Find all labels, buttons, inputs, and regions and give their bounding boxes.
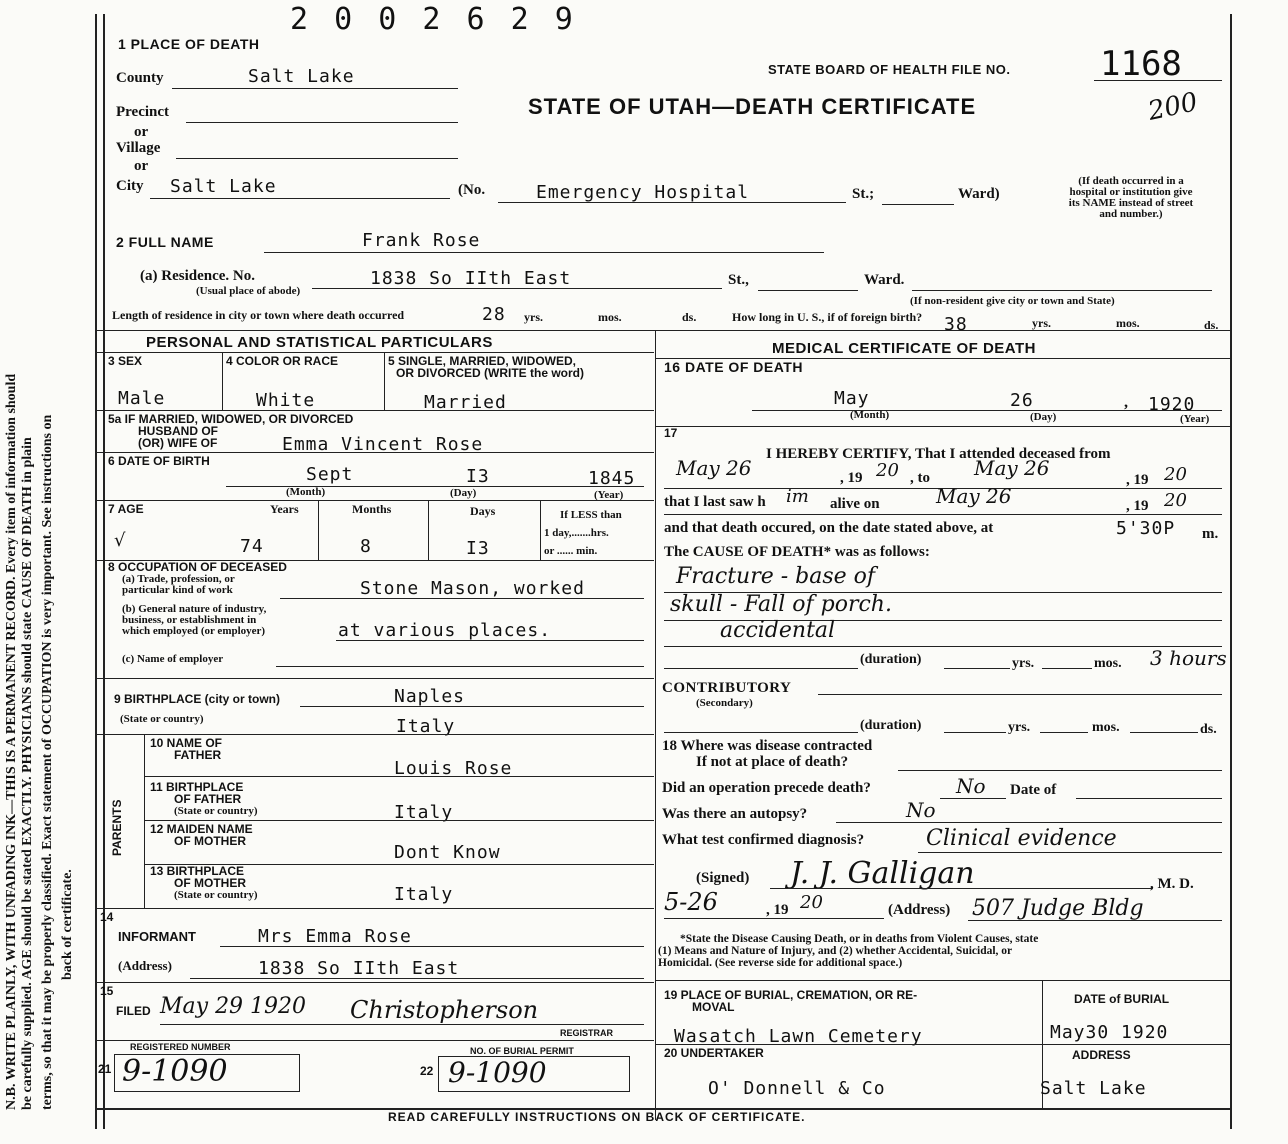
duration-value: 3 hours	[1150, 646, 1227, 670]
death-year: 1920	[1148, 394, 1196, 415]
mother-label-2: OF MOTHER	[174, 834, 246, 848]
duration-yrs-label: yrs.	[1012, 656, 1035, 671]
form-right-border	[1230, 14, 1232, 1129]
saw-year-prefix: , 19	[1126, 498, 1149, 514]
burial-permit-field-number: 22	[420, 1064, 434, 1078]
certify-statement: I HEREBY CERTIFY, That I attended deceased from	[766, 446, 1111, 462]
registered-number-label: REGISTERED NUMBER	[130, 1042, 231, 1052]
place-of-death-label: 1 PLACE OF DEATH	[118, 36, 260, 52]
father-label-1: 10 NAME OF	[150, 736, 223, 750]
handwritten-number: 200	[1145, 87, 1201, 127]
physician-signature: J. J. Galligan	[790, 856, 975, 891]
operation-label: Did an operation precede death?	[662, 780, 871, 796]
mother-birthplace-label-1: 13 BIRTHPLACE	[150, 864, 245, 878]
death-time-label: and that death occured, on the date stated above, at	[664, 520, 994, 536]
registered-field-number: 21	[98, 1062, 112, 1076]
footnote-line-1: *State the Disease Causing Death, or in deaths from Violent Causes, state	[680, 933, 1039, 945]
dob-year-caption: (Year)	[594, 489, 624, 501]
less-than-label-1: If LESS than	[560, 509, 622, 521]
burial-date-label: DATE of BURIAL	[1074, 992, 1170, 1006]
form-left-border	[95, 14, 97, 1129]
precinct-label: Precinct	[116, 104, 170, 120]
spouse-label-3: (OR) WIFE OF	[138, 436, 218, 450]
street-label: St.;	[852, 186, 875, 202]
occupation-b-label-2: business, or establishment in	[122, 614, 257, 626]
father-birthplace: Italy	[394, 802, 454, 823]
village-label: Village	[116, 140, 161, 156]
cause-line-1: Fracture - base of	[676, 564, 876, 589]
to-year-prefix: , 19	[1126, 472, 1149, 488]
cause-line-3: accidental	[720, 618, 836, 643]
or-label-1: or	[134, 124, 149, 140]
marital-value: Married	[424, 392, 507, 413]
certification-number: 17	[664, 426, 678, 440]
filed-number: 15	[100, 984, 114, 998]
registrar-label: REGISTRAR	[560, 1028, 614, 1038]
residence-street-label: St.,	[728, 272, 749, 288]
full-name-value: Frank Rose	[362, 230, 481, 251]
contributory-mos-label: mos.	[1092, 720, 1120, 735]
age-years-label: Years	[270, 502, 299, 516]
dob-month: Sept	[306, 464, 354, 485]
us-mos-label: mos.	[1116, 316, 1140, 330]
undertaker-address: Salt Lake	[1040, 1078, 1147, 1099]
margin-instruction-line-4: back of certificate.	[60, 869, 75, 980]
spouse-label-1: 5a IF MARRIED, WIDOWED, OR DIVORCED	[108, 412, 354, 426]
md-label: , M. D.	[1150, 876, 1194, 892]
burial-permit-number: 9-1090	[448, 1056, 547, 1089]
age-days: I3	[466, 538, 490, 559]
autopsy-label: Was there an autopsy?	[662, 806, 808, 822]
industry-value: at various places.	[338, 620, 552, 641]
margin-instruction-line-3: terms, so that it may be properly classified. Exact statement of OCCUPATION is very important. See instructions on	[40, 414, 55, 1110]
margin-instruction-line-1: N.B. WRITE PLAINLY, WITH UNFADING INK—THIS IS A PERMANENT RECORD. Every item of information should	[4, 373, 19, 1110]
street-number-label: (No.	[458, 182, 486, 198]
less-than-label-3: or ...... min.	[544, 545, 598, 557]
mother-birthplace: Italy	[394, 884, 454, 905]
certificate-title: STATE OF UTAH—DEATH CERTIFICATE	[528, 94, 977, 119]
or-label-2: or	[134, 158, 149, 174]
us-residence-label: How long in U. S., if of foreign birth?	[732, 310, 923, 324]
personal-heading: PERSONAL AND STATISTICAL PARTICULARS	[146, 334, 493, 351]
file-number-label: STATE BOARD OF HEALTH FILE NO.	[768, 62, 1011, 77]
length-residence-years: 28	[482, 304, 506, 325]
less-than-label-2: 1 day,.......hrs.	[544, 527, 609, 539]
county-label: County	[116, 70, 164, 86]
death-year-caption: (Year)	[1180, 413, 1210, 425]
duration-label: (duration)	[860, 652, 922, 667]
medical-heading: MEDICAL CERTIFICATE OF DEATH	[772, 340, 1036, 357]
duration-mos-label: mos.	[1094, 656, 1122, 671]
autopsy-value: No	[906, 798, 936, 822]
signed-year: 20	[800, 892, 823, 913]
death-day: 26	[1010, 390, 1034, 411]
undertaker-address-label: ADDRESS	[1072, 1048, 1131, 1062]
signed-label: (Signed)	[696, 870, 750, 886]
death-time: 5'30P	[1116, 518, 1176, 539]
residence-ward-label: Ward.	[864, 272, 905, 288]
attended-from-date: May 26	[676, 456, 752, 480]
registrar-signature: Christopherson	[350, 996, 539, 1024]
attended-to-date: May 26	[974, 456, 1050, 480]
age-label: 7 AGE	[108, 502, 144, 516]
informant-number: 14	[100, 910, 114, 924]
informant-address-label: (Address)	[118, 958, 172, 973]
marital-label-1: 5 SINGLE, MARRIED, WIDOWED,	[388, 354, 577, 368]
operation-value: No	[956, 774, 986, 798]
abode-caption: (Usual place of abode)	[196, 285, 301, 297]
secondary-label: (Secondary)	[696, 697, 753, 709]
footer-instruction: READ CAREFULLY INSTRUCTIONS ON BACK OF CERTIFICATE.	[388, 1110, 806, 1124]
occupation-a-label-2: particular kind of work	[122, 584, 233, 596]
cause-label: The CAUSE OF DEATH* was as follows:	[664, 544, 930, 560]
informant-value: Mrs Emma Rose	[258, 926, 412, 947]
burial-place: Wasatch Lawn Cemetery	[674, 1026, 923, 1047]
occupation-b-label-1: (b) General nature of industry,	[122, 603, 267, 615]
alive-on-label: alive on	[830, 496, 880, 512]
burial-place-label-2: MOVAL	[692, 1000, 735, 1014]
father-value: Louis Rose	[394, 758, 513, 779]
footnote-line-2: (1) Means and Nature of Injury, and (2) whether Accidental, Suicidal, or	[658, 945, 1013, 957]
form-left-border-inner	[103, 14, 105, 1129]
city-label: City	[116, 178, 144, 194]
length-yrs-label: yrs.	[524, 310, 543, 324]
us-ds-label: ds.	[1204, 318, 1219, 332]
cause-line-2: skull - Fall of porch.	[670, 592, 892, 617]
contributory-ds-label: ds.	[1200, 722, 1217, 737]
sex-value: Male	[118, 388, 166, 409]
burial-place-label-1: 19 PLACE OF BURIAL, CREMATION, OR RE-	[664, 988, 918, 1002]
age-checkmark: √	[114, 530, 126, 551]
file-number: 1168	[1100, 44, 1182, 84]
mother-birthplace-label-2: OF MOTHER	[174, 876, 246, 890]
signed-date: 5-26	[664, 888, 718, 916]
city-value: Salt Lake	[170, 176, 277, 197]
operation-date-label: Date of	[1010, 782, 1057, 798]
last-saw-label: that I last saw h	[664, 494, 766, 510]
death-time-suffix: m.	[1202, 526, 1219, 542]
residence-value: 1838 So IIth East	[370, 268, 572, 289]
diagnosis-test-value: Clinical evidence	[926, 826, 1117, 851]
date-of-death-label: 16 DATE OF DEATH	[664, 359, 803, 375]
burial-permit-label: NO. OF BURIAL PERMIT	[470, 1046, 574, 1056]
marital-label-2: OR DIVORCED (WRITE the word)	[396, 366, 584, 380]
race-label: 4 COLOR OR RACE	[226, 354, 339, 368]
last-saw-pronoun: im	[786, 486, 809, 507]
nonresident-caption: (If non-resident give city or town and State)	[910, 295, 1115, 307]
employer-label: (c) Name of employer	[122, 653, 224, 665]
dob-day-caption: (Day)	[450, 487, 477, 499]
spouse-value: Emma Vincent Rose	[282, 434, 484, 455]
attended-to-year: 20	[1164, 464, 1187, 485]
dob-year: 1845	[588, 468, 636, 489]
birthplace-city: Naples	[394, 686, 466, 707]
undertaker-label: 20 UNDERTAKER	[664, 1046, 764, 1060]
length-residence-label: Length of residence in city or town where death occurred	[112, 308, 405, 322]
length-mos-label: mos.	[598, 310, 622, 324]
dob-month-caption: (Month)	[286, 486, 326, 498]
stamp-number: 2 0 0 2 6 2 9	[290, 2, 577, 37]
age-months-label: Months	[352, 502, 392, 516]
birthplace-country-label: (State or country)	[120, 713, 204, 725]
registered-number: 9-1090	[122, 1054, 228, 1089]
age-days-label: Days	[470, 504, 496, 518]
father-birthplace-label-2: OF FATHER	[174, 792, 242, 806]
last-saw-date: May 26	[936, 484, 1012, 508]
length-ds-label: ds.	[682, 310, 697, 324]
footnote-line-3: Homicidal. (See reverse side for additional space.)	[658, 957, 903, 969]
informant-address: 1838 So IIth East	[258, 958, 460, 979]
occupation-label: 8 OCCUPATION OF DECEASED	[108, 560, 287, 574]
race-value: White	[256, 390, 316, 411]
residence-label: (a) Residence. No.	[140, 268, 255, 284]
attended-from-year: 20	[876, 460, 899, 481]
sex-label: 3 SEX	[108, 354, 143, 368]
mother-label-1: 12 MAIDEN NAME	[150, 822, 253, 836]
contributory-yrs-label: yrs.	[1008, 720, 1031, 735]
mother-value: Dont Know	[394, 842, 501, 863]
parents-label: PARENTS	[110, 799, 124, 856]
mother-birthplace-label-3: (State or country)	[174, 889, 258, 901]
spouse-label-2: HUSBAND OF	[138, 424, 218, 438]
father-birthplace-label-1: 11 BIRTHPLACE	[150, 780, 244, 794]
filed-label: FILED	[116, 1004, 151, 1018]
contracted-label-2: If not at place of death?	[696, 754, 849, 770]
hospital-note: (If death occurred in a hospital or institution give its NAME instead of street and number.)	[1068, 175, 1194, 220]
father-birthplace-label-3: (State or country)	[174, 805, 258, 817]
birthplace-country: Italy	[396, 716, 456, 737]
age-years: 74	[240, 536, 264, 557]
physician-address-label: (Address)	[888, 902, 951, 918]
county-value: Salt Lake	[248, 66, 355, 87]
death-month: May	[834, 388, 870, 409]
dob-day: I3	[466, 466, 490, 487]
full-name-label: 2 FULL NAME	[116, 234, 214, 250]
death-address: Emergency Hospital	[536, 182, 750, 203]
father-label-2: FATHER	[174, 748, 222, 762]
informant-label: INFORMANT	[118, 929, 196, 944]
undertaker-value: O' Donnell & Co	[708, 1078, 886, 1099]
death-day-caption: (Day)	[1030, 411, 1057, 423]
signed-year-prefix: , 19	[766, 902, 789, 918]
contracted-label-1: 18 Where was disease contracted	[662, 738, 873, 754]
physician-address: 507 Judge Bldg	[972, 896, 1144, 921]
contributory-duration-label: (duration)	[860, 718, 922, 733]
last-saw-year: 20	[1164, 490, 1187, 511]
birthplace-label: 9 BIRTHPLACE (city or town)	[114, 692, 281, 706]
occupation-value: Stone Mason, worked	[360, 578, 585, 599]
margin-instruction-line-2: be carefully supplied. AGE should be stated EXACTLY. PHYSICIANS should state CAUSE OF DEATH in plain	[20, 437, 35, 1110]
from-year-prefix: , 19	[840, 470, 863, 486]
dob-label: 6 DATE OF BIRTH	[108, 454, 210, 468]
contributory-label: CONTRIBUTORY	[662, 680, 792, 696]
death-month-caption: (Month)	[850, 409, 890, 421]
occupation-b-label-3: which employed (or employer)	[122, 625, 266, 637]
us-residence-years: 38	[944, 314, 968, 335]
us-yrs-label: yrs.	[1032, 316, 1051, 330]
age-months: 8	[360, 536, 372, 557]
burial-date: May30 1920	[1050, 1022, 1169, 1043]
filed-date: May 29 1920	[160, 994, 307, 1019]
occupation-a-label-1: (a) Trade, profession, or	[122, 573, 235, 585]
attended-to-label: , to	[910, 470, 930, 486]
ward-label: Ward)	[958, 186, 1000, 202]
diagnosis-test-label: What test confirmed diagnosis?	[662, 832, 865, 848]
